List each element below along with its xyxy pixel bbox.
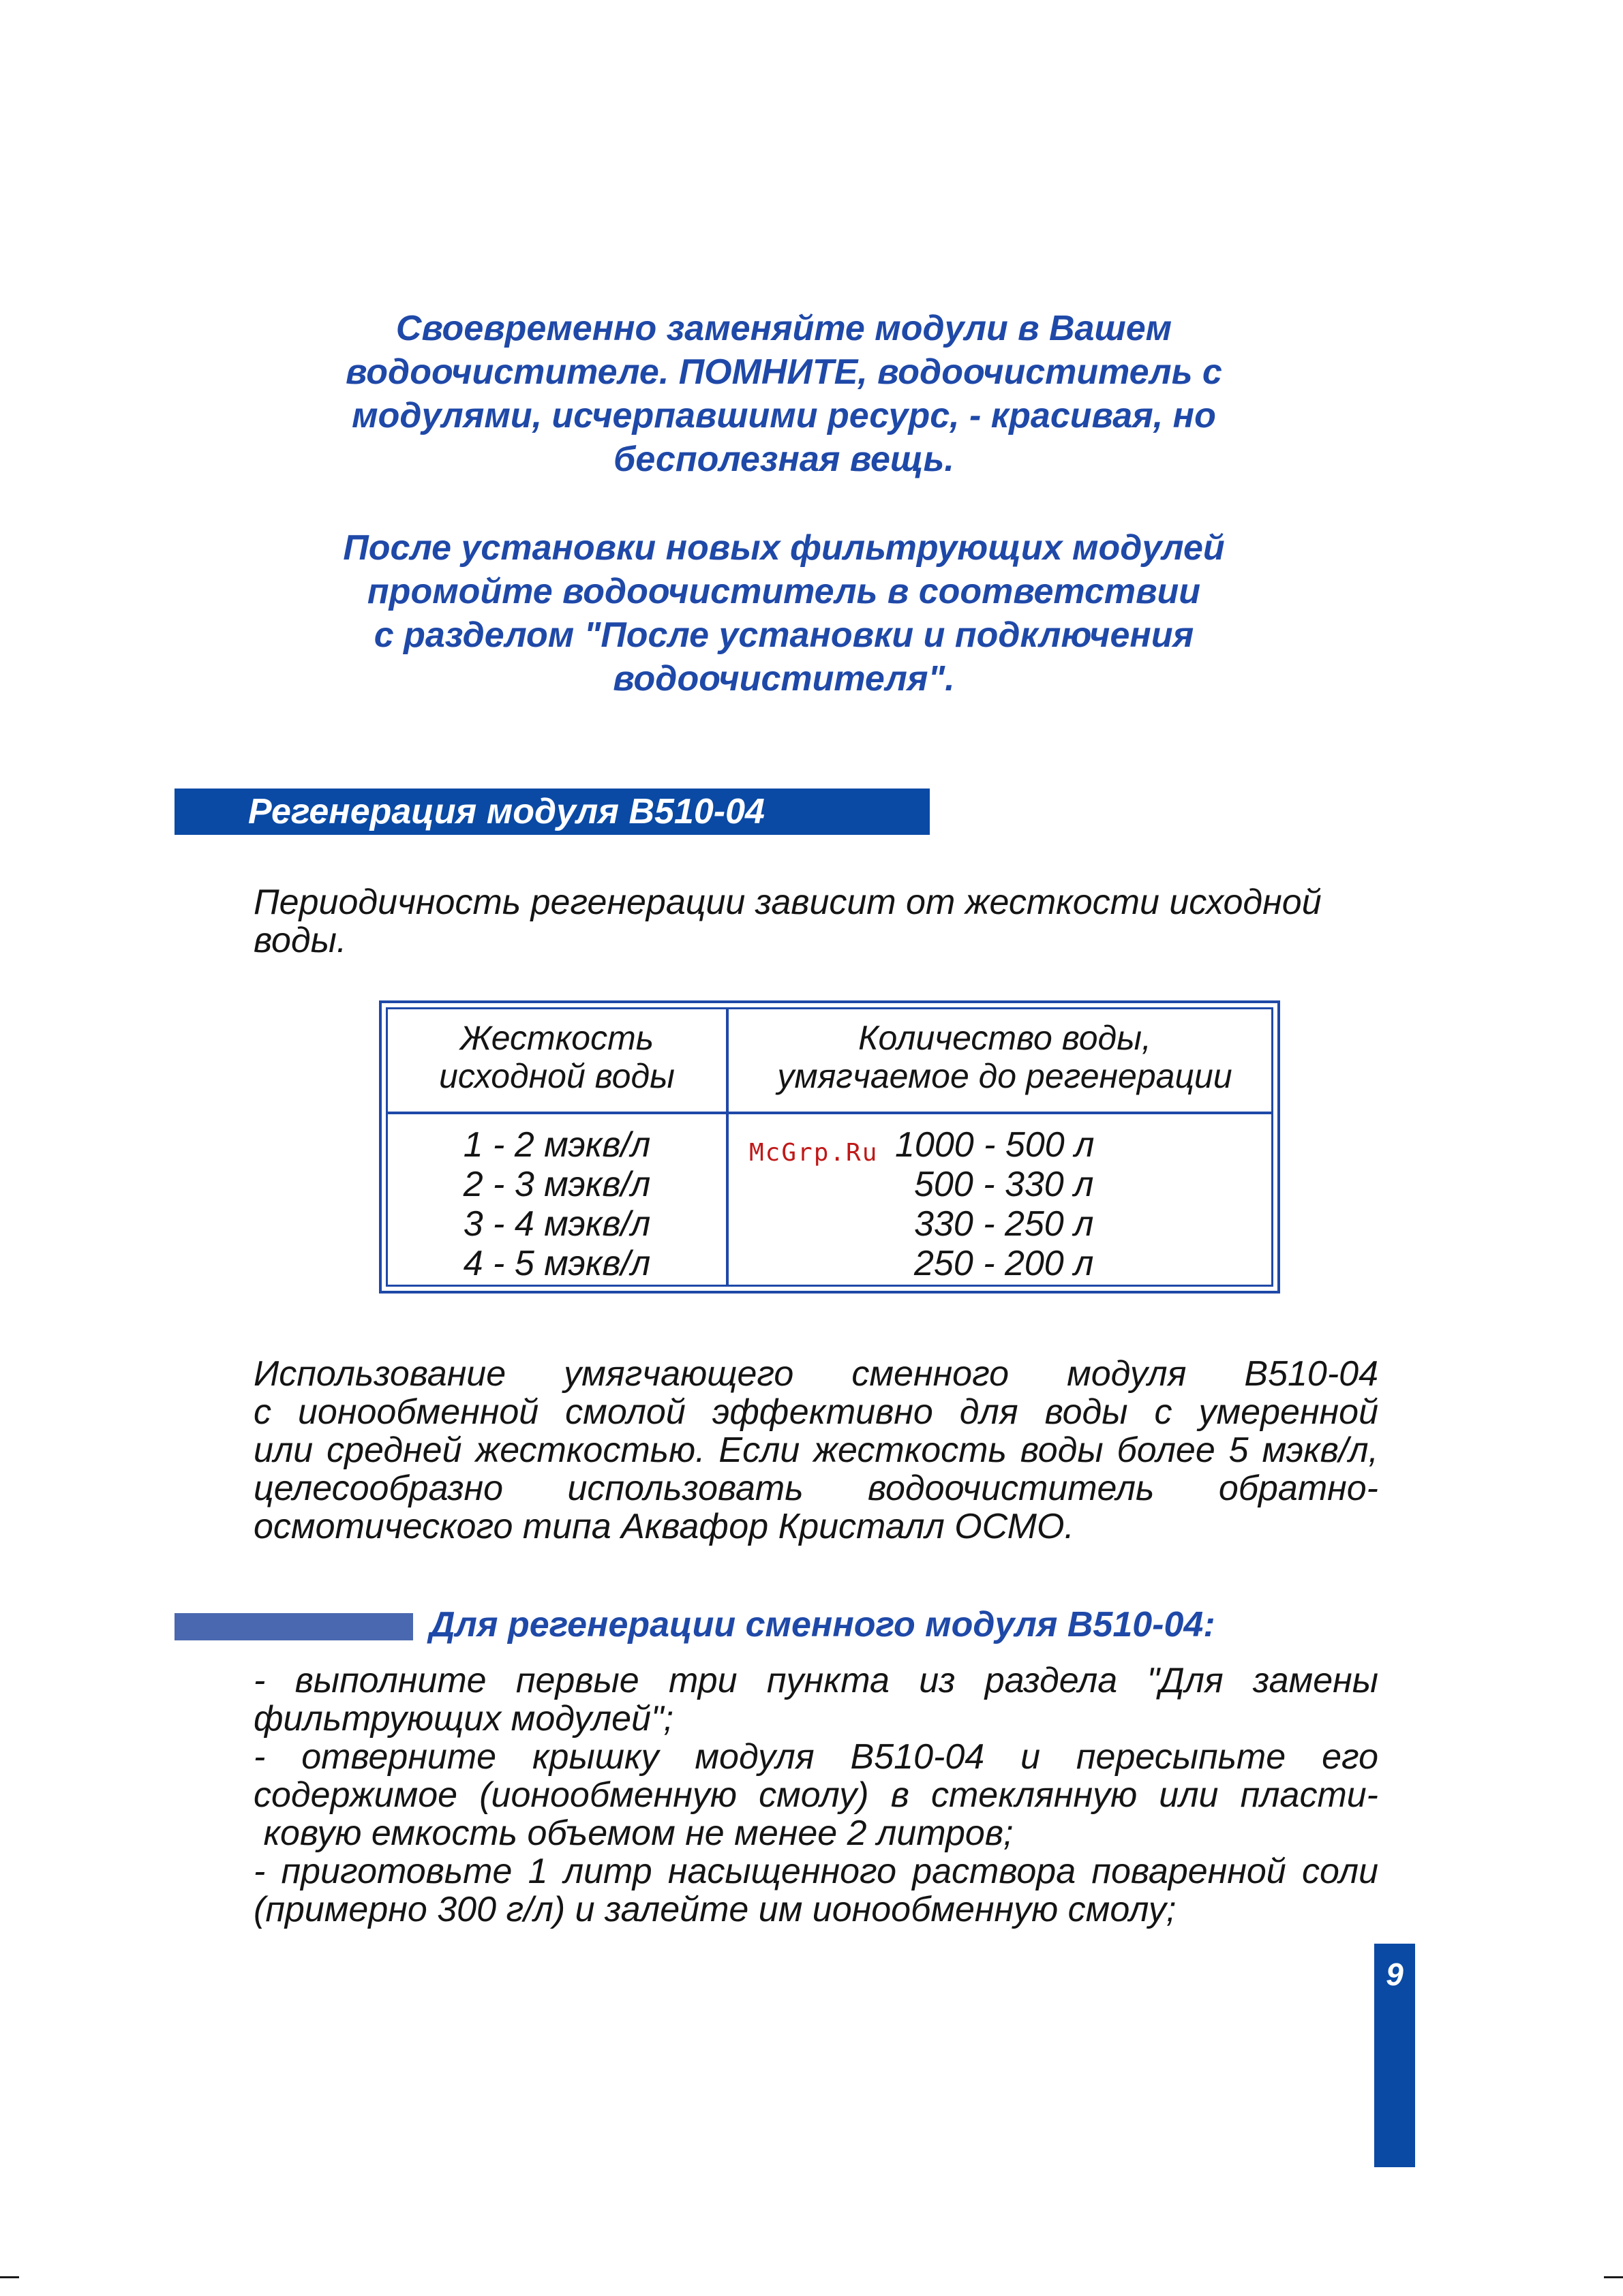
table-cell-volume: 1000 - 500 л <box>895 1125 1095 1165</box>
notice-line: промойте водоочиститель в соответствии <box>367 572 1201 611</box>
notice-flush-after-install <box>273 526 1295 701</box>
table-header-divider <box>388 1112 1271 1114</box>
crop-mark-left <box>0 2276 19 2278</box>
step-line: фильтрующих модулей"; <box>254 1699 673 1739</box>
usage-line: целесообразно использовать водоочиститель обратно- <box>254 1469 1378 1508</box>
watermark-text: McGrp.Ru <box>749 1139 879 1167</box>
step-line: ковую емкость объемом не менее 2 литров; <box>254 1813 1014 1853</box>
step-line: - приготовьте 1 литр насыщенного раствора поваренной соли <box>254 1852 1378 1891</box>
table-cell-hardness: 4 - 5 мэкв/л <box>463 1244 651 1283</box>
table-header-volume <box>729 1019 1281 1095</box>
table-cell-hardness: 3 - 4 мэкв/л <box>463 1204 651 1244</box>
usage-line: Использование умягчающего сменного модуля В510-04 <box>254 1354 1378 1394</box>
step-line: - выполните первые три пункта из раздела "Для замены <box>254 1661 1378 1700</box>
section-heading-text: Регенерация модуля В510-04 <box>248 792 765 831</box>
table-cell-hardness: 1 - 2 мэкв/л <box>463 1125 651 1165</box>
notice-replace-modules <box>273 307 1295 481</box>
intro-paragraph <box>254 883 1378 960</box>
header-line: Количество воды, <box>858 1019 1151 1057</box>
table-header-hardness <box>388 1019 726 1095</box>
regeneration-steps <box>254 1662 1378 1929</box>
crop-mark-right <box>1604 2276 1623 2278</box>
notice-line: модулями, исчерпавшими ресурс, - красивая, но <box>352 396 1216 435</box>
page-number: 9 <box>1386 1957 1404 1992</box>
header-line: Жесткость <box>459 1019 654 1057</box>
notice-line: После установки новых фильтрующих модулей <box>343 528 1225 568</box>
table-cell-volume: 250 - 200 л <box>914 1244 1094 1283</box>
usage-line: с ионообменной смолой эффективно для воды с умеренной <box>254 1392 1378 1432</box>
table-inner-frame <box>386 1007 1273 1287</box>
header-line: умягчаемое до регенерации <box>777 1057 1232 1095</box>
section-heading-regeneration-steps: Для регенерации сменного модуля В510-04: <box>429 1605 1215 1644</box>
step-line: (примерно 300 г/л) и залейте им ионообменную смолу; <box>254 1890 1177 1929</box>
table-column-hardness <box>388 1125 726 1283</box>
table-cell-volume: 330 - 250 л <box>914 1204 1094 1244</box>
intro-line: Периодичность регенерации зависит от жесткости исходной <box>254 883 1322 922</box>
usage-paragraph <box>254 1355 1378 1546</box>
section2-bar <box>175 1613 413 1640</box>
intro-line: воды. <box>254 921 347 960</box>
step-line: - отверните крышку модуля В510-04 и пересыпьте его <box>254 1737 1378 1777</box>
notice-line: Своевременно заменяйте модули в Вашем <box>395 309 1172 348</box>
usage-line: осмотического типа Аквафор Кристалл ОСМО. <box>254 1507 1074 1546</box>
notice-line: водоочистителя". <box>613 659 955 699</box>
section-heading-regeneration <box>175 789 930 835</box>
notice-line: с разделом "После установки и подключения <box>374 615 1194 655</box>
usage-line: или средней жесткостью. Если жесткость воды более 5 мэкв/л, <box>254 1430 1378 1470</box>
page-number-tab <box>1374 1944 1415 2167</box>
notice-line: водоочистителе. ПОМНИТЕ, водоочиститель с <box>346 352 1222 392</box>
notice-line: бесполезная вещь. <box>613 440 954 479</box>
regeneration-table <box>379 1000 1280 1294</box>
step-line: содержимое (ионообменную смолу) в стеклянную или пласти- <box>254 1775 1378 1815</box>
table-cell-hardness: 2 - 3 мэкв/л <box>463 1165 651 1204</box>
header-line: исходной воды <box>439 1057 675 1095</box>
table-cell-volume: 500 - 330 л <box>914 1165 1094 1204</box>
